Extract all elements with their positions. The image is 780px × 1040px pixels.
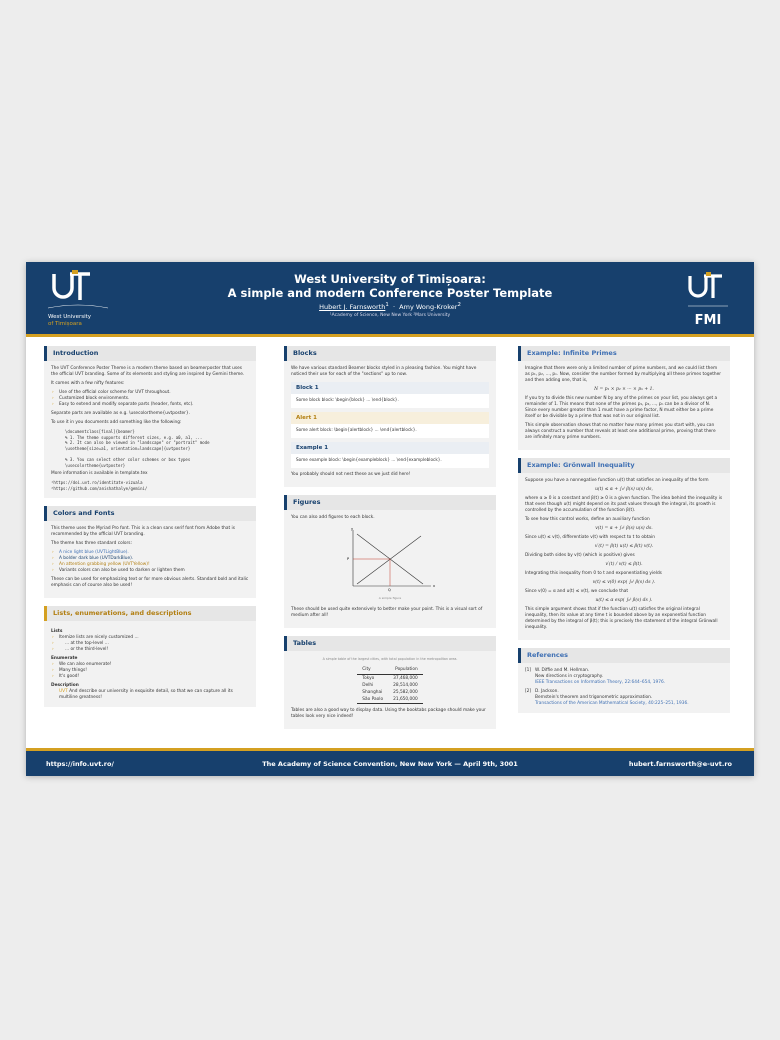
- author-2: Amy Wong-Kroker: [399, 303, 458, 312]
- figure-p-label: P: [347, 557, 350, 561]
- description-label: Description: [51, 683, 79, 689]
- footer-url-link[interactable]: https://info.uvt.ro/: [46, 760, 114, 768]
- block-title: Lists, enumerations, and descriptions: [44, 606, 256, 621]
- equation: N = p₁ × p₂ × ··· × pₙ + 1.: [594, 387, 654, 392]
- figures-paragraph: You can also add figures to each block.: [291, 515, 375, 520]
- example-block: [291, 442, 489, 468]
- list-item: › Easy to extend and modify separate parts (header, fonts, etc).: [51, 402, 249, 408]
- header-accent-bar: [26, 334, 754, 337]
- introduction-block: [44, 346, 256, 498]
- gronwall-paragraph: Dividing both sides by v(t) (which is positive) gives: [525, 553, 635, 558]
- intro-paragraph: More information is available in template.tex: [51, 471, 148, 477]
- figure-x-label: x: [433, 584, 436, 588]
- example-block-text: Some example block: \begin{exampleblock} ... \end{exampleblock}.: [296, 457, 442, 462]
- table-header: City: [357, 666, 388, 675]
- author-link-1[interactable]: Hubert J. Farnsworth: [319, 303, 386, 312]
- tables-paragraph: Tables are also a good way to display data. Using the booktabs package should make your tables look very nice indeed!: [291, 708, 486, 719]
- equation: v(t) = α + ∫₀ᵗ β(s) u(s) ds.: [595, 526, 653, 531]
- table-row: São Paolo 21,650,000: [357, 696, 422, 704]
- alert-block-text: Some alert block: \begin{alertblock} ... \end{alertblock}.: [296, 427, 417, 432]
- primes-paragraph: This simple observation shows that no matter how many primes you start with, you can always construct a number that reveals at least one additional prime, proving that there are infinitely many prime numbers.: [525, 423, 716, 440]
- footer-event: The Academy of Science Convention, New New York — April 9th, 3001: [262, 760, 518, 768]
- supply-demand-figure: [291, 524, 489, 604]
- footnote-link[interactable]: ¹https://doi.uvt.ro/identitate-vizuala: [51, 480, 143, 486]
- svg-text:West University: West University: [48, 314, 92, 320]
- footer-email-link[interactable]: hubert.farnsworth@e-uvt.ro: [628, 760, 732, 768]
- primes-paragraph: Imagine that there were only a limited number of prime numbers, and we could list them as p₁, p₂, ..., pₙ. Now, consider the number formed by multiplying all these primes together and then adding one, that is,: [525, 366, 722, 383]
- block-title: Figures: [284, 495, 496, 510]
- equation: u(t) ≤ α exp( ∫₀ᵗ β(s) ds ).: [595, 598, 653, 603]
- gronwall-paragraph: Since u(t) ≤ v(t), differentiate v(t) with respect to t to obtain: [525, 535, 655, 540]
- table-row: Tokyo 37,468,000: [362, 675, 418, 681]
- description-term: UVT: [59, 689, 68, 695]
- reference-item: [2] D. Jackson. Bernstein's theorem and trigonometric approximation. Transactions of the American Mathematical Society, 40:225–251, 1936.: [525, 689, 689, 706]
- list-item: › Variants colors can also be used to darken or lighten them: [51, 568, 249, 574]
- example-block-title: Example 1: [291, 442, 489, 454]
- authors: Hubert J. Farnsworth$^1$ · Amy Wong-Kroker$^2$: [319, 302, 461, 312]
- gronwall-paragraph: This simple argument shows that if the function u(t) satisfies the original integral inequality, then its value at any time t is bounded above by an exponential function determined by the integral of β(t); this is precisely the statement of the integral Grönwall inequality.: [525, 607, 718, 630]
- poster-header: [26, 262, 754, 334]
- gronwall-block: [518, 458, 730, 640]
- list-item: › A bolder dark blue (UVTDarkBlue).: [51, 556, 249, 562]
- block-title: Introduction: [44, 346, 256, 361]
- inner-block-title: Block 1: [291, 382, 489, 394]
- blocks-paragraph: We have various standard Beamer blocks styled in a pleasing fashion. You might have noticed their use for each of the "sections" up to now.: [291, 366, 477, 377]
- fmi-logo: [686, 268, 730, 330]
- block-title: Example: Grönwall Inequality: [518, 458, 730, 473]
- uvt-logo: [44, 268, 114, 330]
- equation: u(t) ≤ α + ∫₀ᵗ β(s) u(s) ds,: [595, 487, 653, 492]
- list-item: › Use of the official color scheme for UVT throughout.: [51, 390, 249, 396]
- list-item: › Itemize lists are nicely customized ...: [51, 635, 249, 641]
- list-item: › An attention grabbing yellow (UVTYellow)!: [51, 562, 249, 568]
- intro-paragraph: The UVT Conference Poster Theme is a modern theme based on beamerposter that uses the official UVT branding. Some of its elements and styling are inspired by Gemini theme.: [51, 366, 245, 377]
- alert-block-title: Alert 1: [291, 412, 489, 424]
- block-title: Blocks: [284, 346, 496, 361]
- table-caption: A simple table of the largest cities, with total population in the metropolitan area.: [322, 657, 458, 661]
- title-block: [176, 272, 604, 318]
- code-snippet: \documentclass[final]{beamer} % 1. The theme supports different sizes, e.g. a0, a1, ... % 2. It can also be viewed in "landscape" or "portrait" mode \usetheme[size=a1, orientation=landscape]{uvtposter} % 3. You can select other color schemes or box types \usecolortheme{uvtposter}: [65, 429, 210, 468]
- enumerate-label: Enumerate: [51, 656, 78, 662]
- block-title: References: [518, 648, 730, 663]
- gronwall-paragraph: Suppose you have a nonnegative function u(t) that satisfies an inequality of the form: [525, 478, 709, 483]
- gronwall-paragraph: Since v(0) = α and u(t) ≤ v(t), we conclude that: [525, 589, 629, 594]
- list-item: › It's good!: [51, 674, 249, 680]
- cities-table: [357, 666, 422, 704]
- references-block: [518, 648, 730, 713]
- primes-paragraph: If you try to divide this new number N by any of the primes on your list, you always get a remainder of 1. This means that none of the primes p₁, p₂, ..., pₙ can be a divisor of N. Since every number greater than 1 must have a prime factor, N must either be a prime itself or be divisible by a prime that was not in our original list.: [525, 396, 718, 419]
- figures-paragraph: These should be used quite extensively to better make your point. This is a visual sort of medium after all!: [291, 607, 483, 618]
- list-item: › ... or the third-level!: [51, 647, 249, 653]
- gronwall-paragraph: where α ≥ 0 is a constant and β(t) ≥ 0 is a given function. The idea behind the inequality is that even though u(t) might depend on its past values through the integral, its growth is controlled by the accumulation of the function β(t).: [525, 496, 723, 513]
- block-title: Tables: [284, 636, 496, 651]
- table-row: Delhi 28,514,000: [362, 682, 418, 688]
- table-row: Shanghai 25,582,000: [362, 689, 418, 695]
- blocks-paragraph: You probably should not nest these as we just did here!: [291, 472, 411, 477]
- inner-block: [291, 382, 489, 408]
- block-title: Example: Infinite Primes: [518, 346, 730, 361]
- inner-block-text: Some block block: \begin{block} ... \end{block}.: [296, 397, 399, 402]
- figure-line-supply: [357, 536, 421, 584]
- column-1: [44, 346, 256, 715]
- list-item: › Customized block environments.: [51, 396, 249, 402]
- list-item: › ... at the top-level ...: [51, 641, 249, 647]
- uvt-logo-icon: [44, 268, 114, 330]
- equation: v′(t) = β(t) u(t) ≤ β(t) v(t).: [594, 544, 654, 549]
- blocks-block: [284, 346, 496, 487]
- poster-title-line1: West University of Timișoara:: [294, 272, 486, 286]
- tables-block: [284, 636, 496, 729]
- intro-paragraph: Separate parts are available as e.g. \usecolortheme{uvtposter}.: [51, 411, 191, 416]
- intro-paragraph: To use it in you documents add something like the following:: [51, 420, 182, 425]
- fmi-logo-icon: [686, 268, 730, 330]
- figure-q-label: Q: [388, 588, 391, 592]
- colors-paragraph: The theme has three standard colors:: [51, 541, 132, 547]
- gronwall-paragraph: To see how this control works, define an auxiliary function: [525, 517, 650, 522]
- equation: v(t) ≤ v(0) exp( ∫₀ᵗ β(s) ds ).: [592, 580, 656, 585]
- svg-text:of Timișoara: of Timișoara: [48, 321, 82, 327]
- figures-block: [284, 495, 496, 628]
- description-text: And describe our university in exquisite detail, so that we can capture all its multiline greatness!: [59, 689, 233, 701]
- gronwall-paragraph: Integrating this inequality from 0 to t and exponentiating yields: [525, 571, 662, 576]
- colors-paragraph: This theme uses the Myriad Pro font. This is a clean sans serif font from Adobe that is recommended by the official UVT branding.: [51, 526, 235, 538]
- list-item: › A nice light blue (UVTLightBlue).: [51, 550, 249, 556]
- poster-title-line2: A simple and modern Conference Poster Template: [227, 286, 553, 300]
- figure-y-label: y: [351, 527, 354, 531]
- poster: [26, 262, 754, 776]
- intro-paragraph: It comes with a few nifty features:: [51, 381, 125, 386]
- list-item: › We can also enumerate!: [51, 662, 249, 668]
- column-2: [284, 346, 496, 737]
- reference-item: [1] W. Diffie and M. Hellman. New directions in cryptography. IEEE Transactions on Information Theory, 22:644–654, 1976.: [525, 668, 666, 685]
- figure-caption: A simple figure: [378, 596, 402, 600]
- lists-block: [44, 606, 256, 707]
- poster-footer: [26, 751, 754, 776]
- lists-label: Lists: [51, 629, 63, 635]
- colors-block: [44, 506, 256, 598]
- table-header: Population: [388, 666, 423, 675]
- primes-block: [518, 346, 730, 450]
- colors-paragraph: These can be used for emphasizing text or for more obvious alerts. Standard bold and italic emphasis can of course also be used!: [51, 577, 249, 589]
- affiliations: ¹Academy of Science, New New York ²Mars University: [329, 313, 451, 319]
- svg-text:FMI: FMI: [694, 313, 722, 328]
- column-3: [518, 346, 730, 721]
- equation: v′(t) / v(t) ≤ β(t).: [605, 562, 643, 567]
- block-title: Colors and Fonts: [44, 506, 256, 521]
- footnote-link[interactable]: ²https://github.com/anishathalye/gemini/: [51, 486, 148, 492]
- list-item: › Many things!: [51, 668, 249, 674]
- alert-block: [291, 412, 489, 438]
